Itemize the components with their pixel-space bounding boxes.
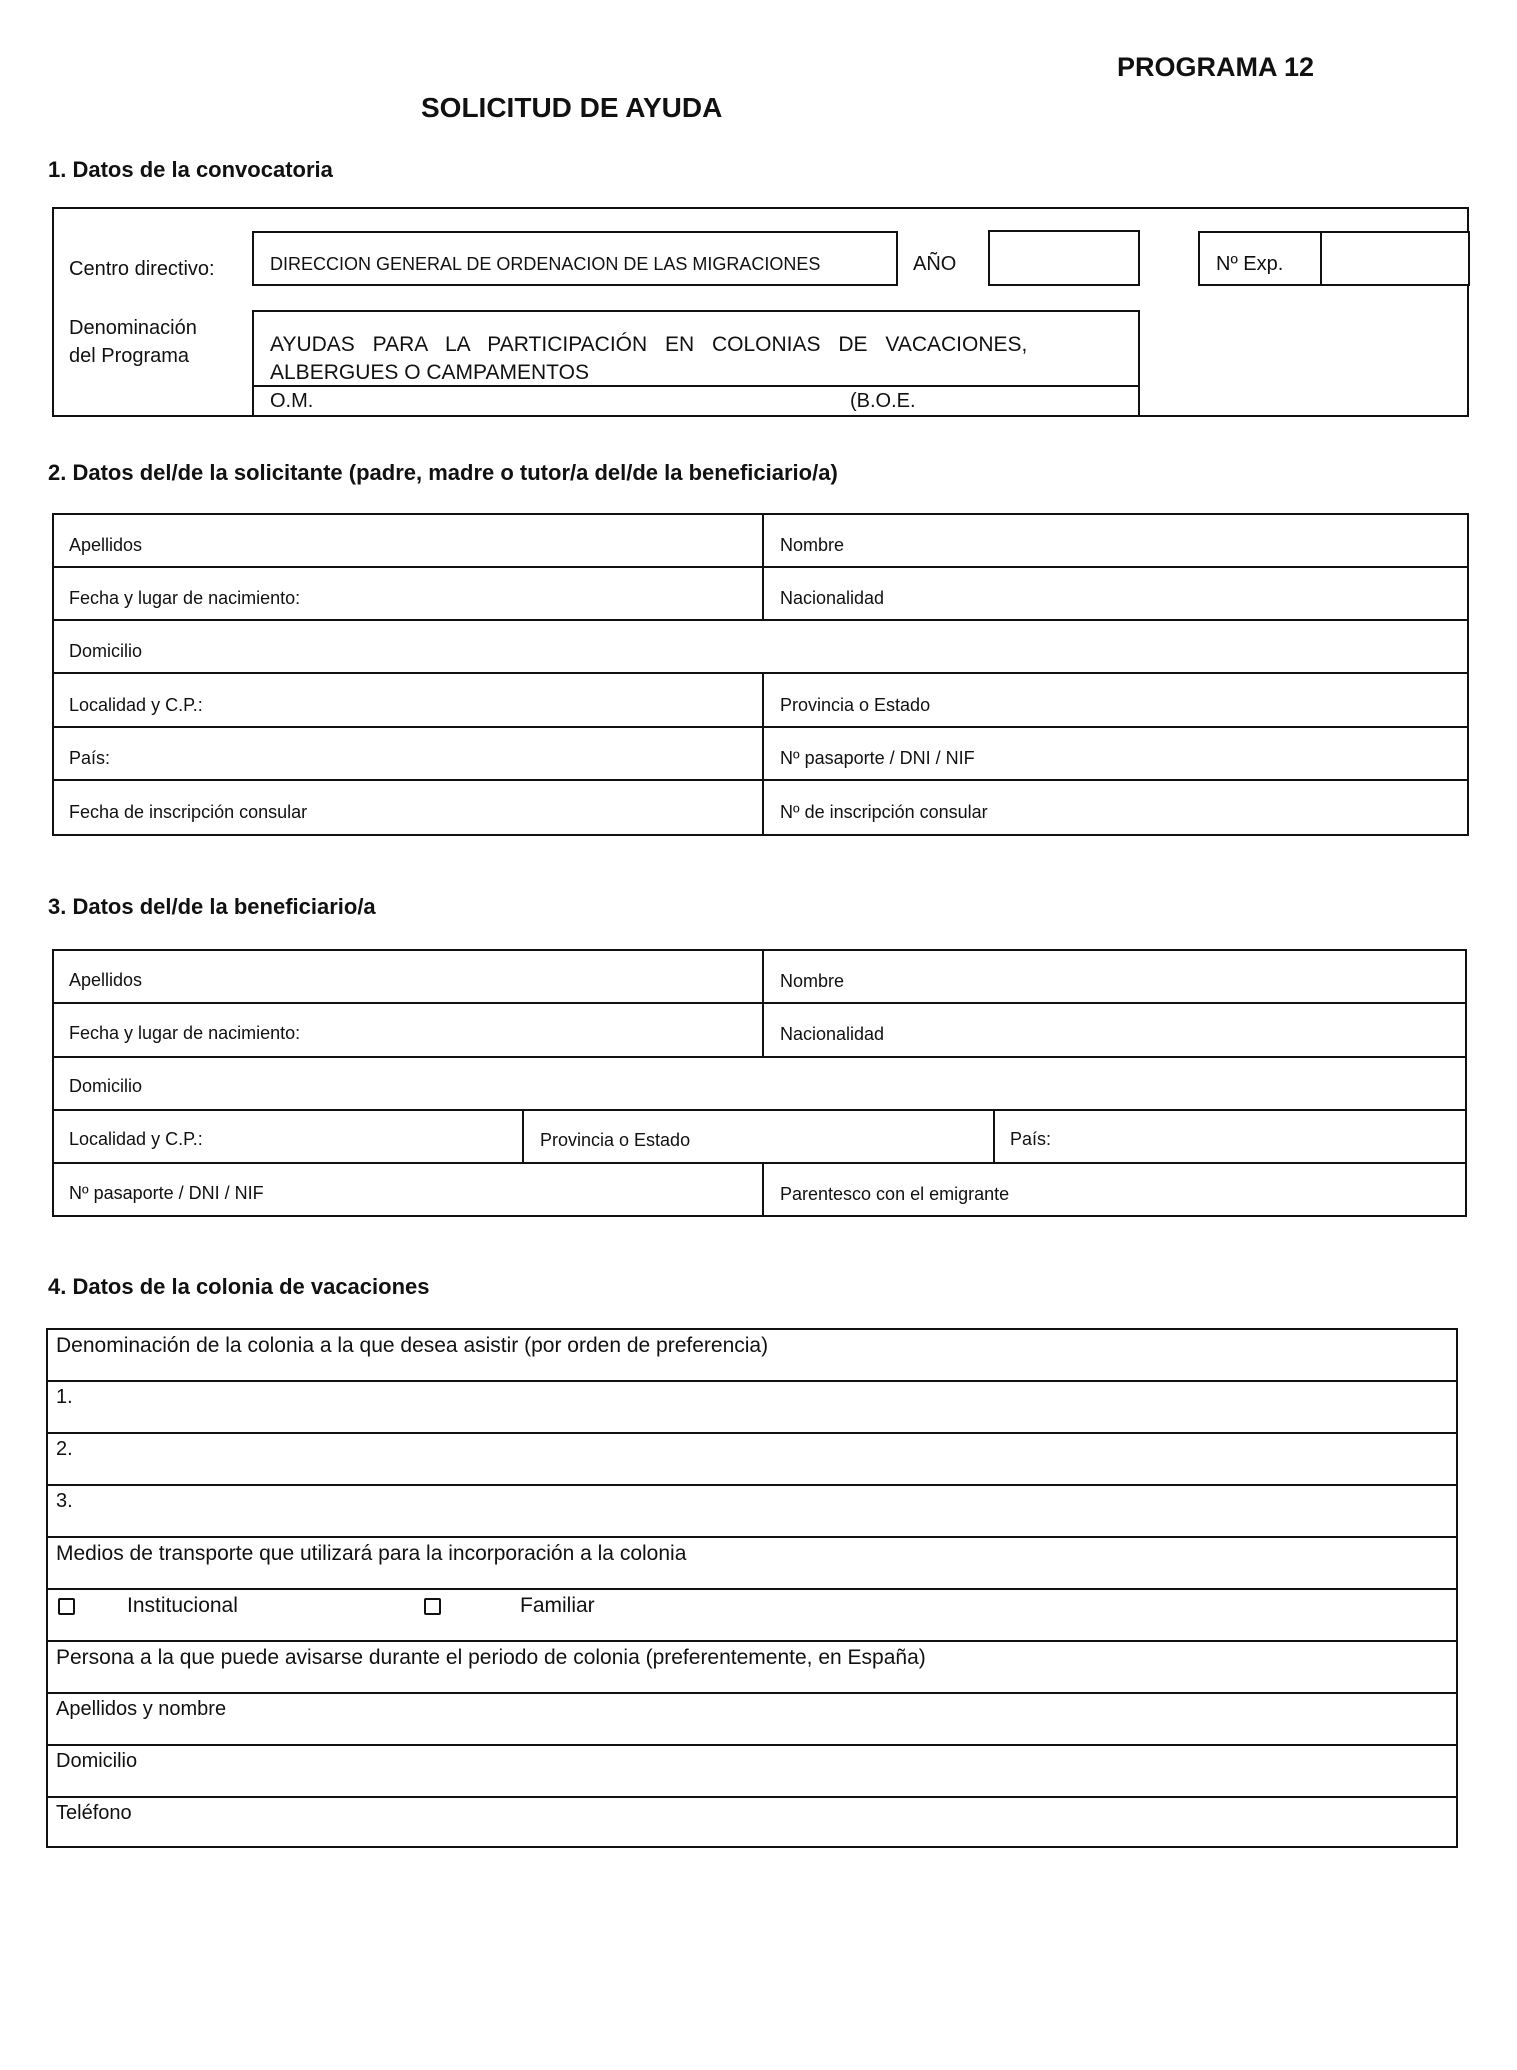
- row-divider: [52, 1162, 1467, 1164]
- row-divider: [52, 566, 1469, 568]
- programa-line-1: AYUDAS PARA LA PARTICIPACIÓN EN COLONIAS DE VACACIONES,: [270, 333, 1028, 356]
- beneficiario-table: [52, 949, 1467, 1217]
- row-divider: [46, 1692, 1458, 1694]
- contacto-apellidos-nombre-label[interactable]: Apellidos y nombre: [56, 1698, 227, 1720]
- row-divider: [46, 1536, 1458, 1538]
- denominacion-label-2: del Programa: [69, 345, 190, 367]
- colonia-option-3[interactable]: 3.: [56, 1490, 73, 1512]
- programa-divider: [254, 385, 1138, 387]
- sol-fecha-inscripcion-label[interactable]: Fecha de inscripción consular: [69, 802, 308, 822]
- ben-parentesco-label[interactable]: Parentesco con el emigrante: [780, 1184, 1010, 1204]
- contacto-telefono-label[interactable]: Teléfono: [56, 1802, 132, 1824]
- sol-nombre-label[interactable]: Nombre: [780, 535, 845, 555]
- sol-fecha-lugar-label[interactable]: Fecha y lugar de nacimiento:: [69, 588, 301, 608]
- denominacion-label-1: Denominación: [69, 317, 197, 339]
- familiar-label: Familiar: [520, 1594, 595, 1617]
- row-divider: [52, 619, 1469, 621]
- row-divider: [52, 1109, 1467, 1111]
- row-divider: [52, 779, 1469, 781]
- sol-localidad-label[interactable]: Localidad y C.P.:: [69, 695, 203, 715]
- sol-nacionalidad-label[interactable]: Nacionalidad: [780, 588, 885, 608]
- row-divider: [52, 1002, 1467, 1004]
- ben-localidad-label[interactable]: Localidad y C.P.:: [69, 1129, 203, 1149]
- centro-directivo-field[interactable]: [252, 231, 898, 286]
- section-3-heading: 3. Datos del/de la beneficiario/a: [48, 894, 376, 919]
- section-1-heading: 1. Datos de la convocatoria: [48, 157, 333, 182]
- ben-nombre-label[interactable]: Nombre: [780, 971, 845, 991]
- programa-line-2: ALBERGUES O CAMPAMENTOS: [270, 361, 589, 384]
- transporte-label: Medios de transporte que utilizará para la incorporación a la colonia: [56, 1542, 687, 1565]
- solicitante-table: [52, 513, 1469, 836]
- col-divider: [993, 1109, 995, 1162]
- sol-pais-label[interactable]: País:: [69, 748, 111, 768]
- row-divider: [52, 726, 1469, 728]
- section-2-heading: 2. Datos del/de la solicitante (padre, madre o tutor/a del/de la beneficiario/a): [48, 460, 838, 485]
- institucional-label: Institucional: [127, 1594, 238, 1617]
- ben-apellidos-label[interactable]: Apellidos: [69, 970, 143, 990]
- row-divider: [46, 1484, 1458, 1486]
- sol-apellidos-label[interactable]: Apellidos: [69, 535, 143, 555]
- col-divider: [522, 1109, 524, 1162]
- colonia-option-1[interactable]: 1.: [56, 1386, 73, 1408]
- ano-label: AÑO: [913, 253, 957, 275]
- col-divider: [762, 1162, 764, 1217]
- sol-domicilio-label[interactable]: Domicilio: [69, 641, 143, 661]
- boe-label: (B.O.E.: [850, 390, 916, 412]
- program-number: PROGRAMA 12: [1117, 52, 1315, 82]
- ano-field[interactable]: [988, 230, 1140, 286]
- row-divider: [52, 1056, 1467, 1058]
- familiar-checkbox[interactable]: [424, 1598, 441, 1615]
- nexp-divider: [1320, 233, 1322, 284]
- ben-nacionalidad-label[interactable]: Nacionalidad: [780, 1024, 885, 1044]
- centro-directivo-value: DIRECCION GENERAL DE ORDENACION DE LAS MIGRACIONES: [270, 254, 821, 274]
- col-divider: [762, 672, 764, 836]
- ben-pais-label[interactable]: País:: [1010, 1129, 1052, 1149]
- section-4-heading: 4. Datos de la colonia de vacaciones: [48, 1274, 430, 1299]
- row-divider: [46, 1588, 1458, 1590]
- row-divider: [46, 1432, 1458, 1434]
- row-divider: [46, 1796, 1458, 1798]
- ben-domicilio-label[interactable]: Domicilio: [69, 1076, 143, 1096]
- sol-pasaporte-label[interactable]: Nº pasaporte / DNI / NIF: [780, 748, 975, 768]
- colonia-denominacion-label: Denominación de la colonia a la que desea asistir (por orden de preferencia): [56, 1334, 769, 1357]
- sol-provincia-label[interactable]: Provincia o Estado: [780, 695, 931, 715]
- row-divider: [52, 672, 1469, 674]
- sol-num-inscripcion-label[interactable]: Nº de inscripción consular: [780, 802, 988, 822]
- ben-fecha-lugar-label[interactable]: Fecha y lugar de nacimiento:: [69, 1023, 301, 1043]
- form-title: SOLICITUD DE AYUDA: [421, 92, 723, 123]
- om-label: O.M.: [270, 390, 314, 412]
- ben-pasaporte-label[interactable]: Nº pasaporte / DNI / NIF: [69, 1183, 264, 1203]
- contacto-domicilio-label[interactable]: Domicilio: [56, 1750, 138, 1772]
- row-divider: [46, 1744, 1458, 1746]
- ben-provincia-label[interactable]: Provincia o Estado: [540, 1130, 691, 1150]
- nexp-label: Nº Exp.: [1216, 253, 1284, 275]
- institucional-checkbox[interactable]: [58, 1598, 75, 1615]
- row-divider: [46, 1380, 1458, 1382]
- programa-field[interactable]: [252, 310, 1140, 417]
- nexp-field[interactable]: [1198, 231, 1470, 286]
- col-divider: [762, 949, 764, 1056]
- centro-directivo-label: Centro directivo:: [69, 258, 215, 280]
- col-divider: [762, 513, 764, 619]
- colonia-option-2[interactable]: 2.: [56, 1438, 73, 1460]
- row-divider: [46, 1640, 1458, 1642]
- persona-aviso-label: Persona a la que puede avisarse durante el periodo de colonia (preferentemente, en España): [56, 1646, 926, 1669]
